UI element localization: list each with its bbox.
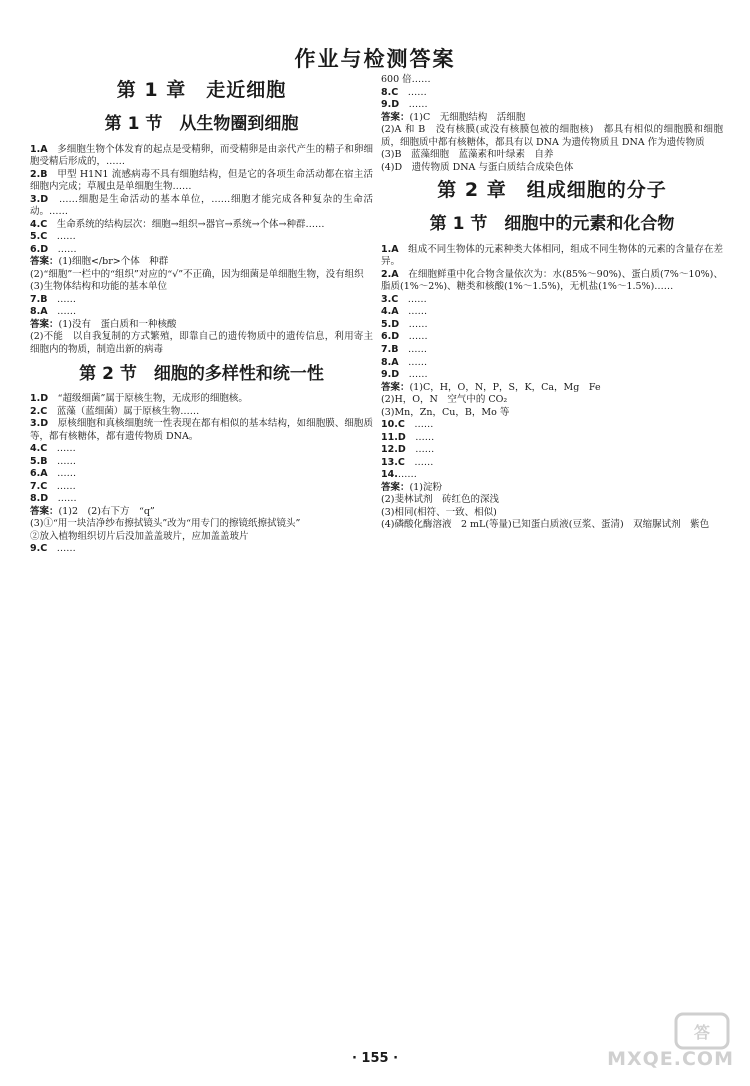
- answer-line: 9.C ……: [30, 543, 76, 555]
- chapter-heading: 第 1 章 走近细胞: [116, 79, 287, 101]
- answer-line: 4.A ……: [381, 306, 428, 318]
- answer-line: 4.C ……: [30, 443, 76, 455]
- section-heading: 第 1 节 细胞中的元素和化合物: [429, 214, 675, 235]
- answer-line: 9.D ……: [381, 369, 428, 381]
- answer-line: (4)磷酸化酶溶液 2 mL(等量)已知蛋白质液(豆浆、蛋清) 双缩脲试剂 紫色: [381, 519, 710, 531]
- answer-line: 答案：(1)淀粉: [381, 481, 442, 493]
- answer-line: 8.C ……: [381, 86, 427, 98]
- answer-line: (3)Mn，Zn，Cu，B，Mo 等: [381, 406, 510, 418]
- page-title: 作业与检测答案: [294, 47, 456, 71]
- answer-line: 1.D “超级细菌”属于原核生物，无成形的细胞核。: [30, 392, 248, 404]
- answer-line: 8.A ……: [381, 356, 428, 368]
- answer-line: (2)斐林试剂 砖红色的深浅: [381, 494, 499, 506]
- answer-line: 2.A 在细胞鲜重中化合物含量依次为：水(85%～90%)、蛋白质(7%～10%)、脂质(1%～2%)、糖类和核酸(1%～1.5%)，无机盐(1%～1.5%)……: [381, 268, 723, 293]
- answer-line: 答案：(1)C，H，O，N，P，S，K，Ca，Mg Fe: [381, 381, 601, 393]
- answer-line: 1.A 多细胞生物个体发育的起点是受精卵，而受精卵是由亲代产生的精子和卵细胞受精后形成的，……: [30, 143, 373, 168]
- watermark-text: MXQE.COM: [607, 1047, 734, 1070]
- answer-line: 8.D ……: [30, 493, 77, 505]
- answer-line: 答案：(1)2 (2)右下方 “q”: [30, 505, 155, 517]
- answer-line: 7.C ……: [30, 480, 76, 492]
- right-column: [381, 74, 723, 532]
- answer-line: 6.D ……: [30, 243, 77, 255]
- answer-line: (4)D 遗传物质 DNA 与蛋白质结合成染色体: [381, 161, 574, 173]
- answer-line: 12.D ……: [381, 444, 435, 456]
- answer-line: 9.D ……: [381, 99, 428, 111]
- answer-line: 600 倍……: [381, 74, 431, 85]
- section-answers: [30, 144, 373, 357]
- answer-line: 7.B ……: [381, 344, 427, 356]
- answer-line: (3)相同(相符、一致、相似): [381, 506, 497, 518]
- left-column: [30, 74, 373, 556]
- answer-line: 5.C ……: [30, 231, 76, 243]
- answer-line: (3)①“用一块洁净纱布擦拭镜头”改为“用专门的擦镜纸擦拭镜头”: [30, 518, 301, 530]
- section-heading: 第 2 节 细胞的多样性和统一性: [79, 363, 324, 384]
- answer-line: ②放入植物组织切片后没加盖盖玻片，应加盖盖玻片: [30, 530, 249, 542]
- answer-line: 1.A 组成不同生物体的元素种类大体相同，组成不同生物体的元素的含量存在差异。: [381, 243, 723, 268]
- answer-line: (2)不能 以自我复制的方式繁殖，即靠自己的遗传物质中的遗传信息，利用寄主细胞内的物质，制造出新的病毒: [30, 331, 373, 356]
- answer-line: (3)生物体结构和功能的基本单位: [30, 281, 167, 293]
- section-answers: [381, 244, 723, 532]
- answer-line: 8.A ……: [30, 306, 77, 318]
- answer-line: (3)B 蓝藻细胞 蓝藻素和叶绿素 自养: [381, 149, 554, 161]
- answer-line: 答案：(1)C 无细胞结构 活细胞: [381, 111, 526, 123]
- page-number: · 155 ·: [351, 1051, 399, 1066]
- chapter-heading: 第 2 章 组成细胞的分子: [437, 179, 667, 202]
- answer-line: 13.C ……: [381, 456, 434, 468]
- section-answers: [30, 393, 373, 556]
- section-answers: [381, 74, 723, 174]
- svg-text:答: 答: [693, 1023, 711, 1042]
- answer-line: 7.B ……: [30, 293, 76, 305]
- answer-line: (2)“细胞”一栏中的“组织”对应的“√”不正确，因为细菌是单细胞生物，没有组织: [30, 268, 364, 280]
- answer-line: 10.C ……: [381, 419, 434, 431]
- answer-line: (2)H，O，N 空气中的 CO₂: [381, 394, 508, 406]
- section-heading: 第 1 节 从生物圈到细胞: [104, 114, 299, 135]
- answer-line: 2.C 蓝藻（蓝细菌）属于原核生物……: [30, 405, 200, 417]
- answer-line: 14.……: [381, 469, 417, 481]
- answer-line: 11.D ……: [381, 431, 435, 443]
- answer-line: 答案：(1)细胞</br>个体 种群: [30, 256, 169, 268]
- answer-line: 6.D ……: [381, 331, 428, 343]
- answer-line: 2.B 甲型 H1N1 流感病毒不具有细胞结构，但是它的各项生命活动都在宿主活细胞内完成；草履虫是单细胞生物……: [30, 168, 373, 193]
- answer-line: 5.B ……: [30, 455, 76, 467]
- answer-line: 3.D 原核细胞和真核细胞统一性表现在都有相似的基本结构，如细胞膜、细胞质等，都有核糖体，都有遗传物质 DNA。: [30, 418, 373, 442]
- answer-line: 3.D ……细胞是生命活动的基本单位，……细胞才能完成各种复杂的生命活动。……: [30, 193, 373, 218]
- answer-line: 5.D ……: [381, 318, 428, 330]
- answer-line: 答案：(1)没有 蛋白质和一种核酸: [30, 318, 177, 330]
- answer-line: 3.C ……: [381, 293, 427, 305]
- answer-line: (2)A 和 B 没有核膜(或没有核膜包被的细胞核) 都具有相似的细胞膜和细胞质，细胞质中都有核糖体，都具有以 DNA 为遗传物质且 DNA 作为遗传物质: [381, 124, 723, 148]
- answer-line: 4.C 生命系统的结构层次：细胞→组织→器官→系统→个体→种群……: [30, 218, 325, 230]
- answer-line: 6.A ……: [30, 468, 77, 480]
